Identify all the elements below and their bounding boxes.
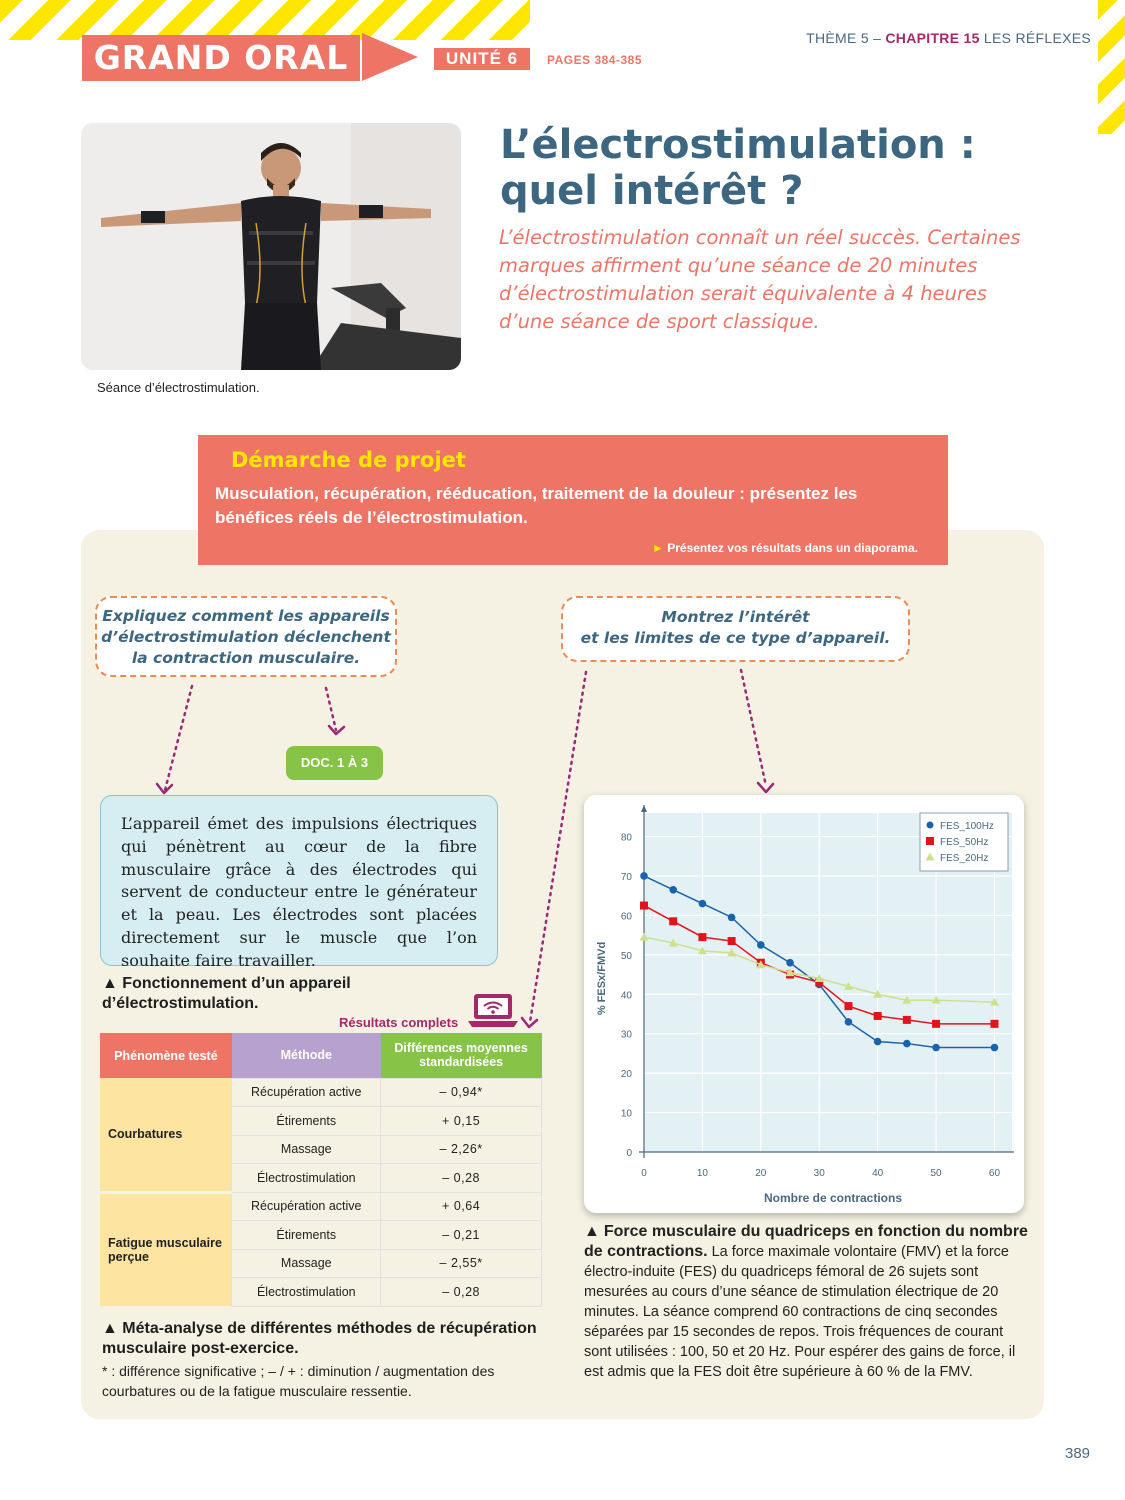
table-cell-value: – 2,26* xyxy=(381,1135,542,1164)
y-tick-label: 80 xyxy=(620,832,632,844)
force-chart-card xyxy=(584,795,1024,1213)
table-cell-value: – 0,28 xyxy=(381,1164,542,1193)
device-description-box: L’appareil émet des impulsions électriques qui pénètrent au cœur de la fibre musculaire grâce à des électrodes qui servent de conducteur entre le générateur et la peau. Les électrodes sont placées directement sur le muscle que l’on souhaite faire travailler. xyxy=(100,795,498,966)
data-point xyxy=(874,1012,882,1020)
legend-marker xyxy=(926,837,934,845)
demarche-text: Musculation, récupération, rééducation, traitement de la douleur : présentez les bénéfices réels de l’électrostimulation. xyxy=(215,484,858,527)
table-cell-method: Électrostimulation xyxy=(232,1278,381,1307)
y-axis-arrow-icon xyxy=(641,805,647,812)
data-point xyxy=(991,1044,999,1052)
data-point xyxy=(669,917,677,925)
data-point xyxy=(640,872,648,880)
data-point xyxy=(874,1038,882,1046)
data-point xyxy=(903,1016,911,1024)
table-cell-value: – 2,55* xyxy=(381,1249,542,1278)
demarche-cta: ► Présentez vos résultats dans un diaporama. xyxy=(652,541,918,555)
page-title: L’électrostimulation : quel intérêt ? xyxy=(500,122,976,214)
pages-reference: PAGES 384-385 xyxy=(547,53,642,67)
x-tick-label: 20 xyxy=(755,1168,767,1179)
table-cell-method: Massage xyxy=(232,1249,381,1278)
unit-badge: UNITÉ 6 xyxy=(434,48,530,70)
data-point xyxy=(669,886,677,894)
data-point xyxy=(699,900,707,908)
data-point xyxy=(698,933,706,941)
photo-caption: Séance d’électrostimulation. xyxy=(97,380,260,395)
table-group-label: Fatigue musculaire perçue xyxy=(100,1192,232,1306)
data-point xyxy=(728,937,736,945)
data-point xyxy=(640,902,648,910)
data-point xyxy=(903,1040,911,1048)
data-point xyxy=(728,914,736,922)
data-point xyxy=(757,941,765,949)
intro-paragraph: L’électrostimulation connaît un réel succès. Certaines marques affirment qu’une séance de 20 minutes d’électrostimulation serait équivalente à 4 heures d’une séance de sport classique. xyxy=(499,226,1021,333)
force-chart xyxy=(584,795,1024,1213)
table-cell-value: + 0,64 xyxy=(381,1192,542,1221)
y-tick-label: 40 xyxy=(620,990,632,1002)
legend-label: FES_100Hz xyxy=(940,821,994,832)
full-results-link[interactable]: Résultats complets xyxy=(339,1015,459,1030)
table-cell-value: + 0,15 xyxy=(381,1107,542,1136)
demarche-title: Démarche de projet xyxy=(231,448,466,472)
table-cell-value: – 0,94* xyxy=(381,1078,542,1107)
laptop-wifi-icon[interactable] xyxy=(468,992,518,1030)
table-cell-method: Étirements xyxy=(232,1107,381,1136)
question-box-mechanism: Expliquez comment les appareils d’électrostimulation déclenchent la contraction musculaire. xyxy=(95,596,397,677)
data-point xyxy=(845,1018,853,1026)
x-axis-label: Nombre de contractions xyxy=(763,1191,903,1205)
page-number: 389 xyxy=(1065,1445,1091,1462)
x-tick-label: 30 xyxy=(813,1168,825,1179)
doc-reference-tag: DOC. 1 À 3 xyxy=(286,746,383,780)
y-tick-label: 50 xyxy=(620,950,632,962)
legend-marker xyxy=(927,822,934,829)
question-box-interest: Montrez l’intérêt et les limites de ce type d’appareil. xyxy=(561,596,910,662)
table-cell-value: – 0,21 xyxy=(381,1221,542,1250)
table-caption: ▲ Méta-analyse de différentes méthodes de récupération musculaire post-exercice. xyxy=(102,1320,537,1357)
table-row xyxy=(100,1078,542,1107)
electrostimulation-photo xyxy=(81,123,461,370)
table-cell-method: Massage xyxy=(232,1135,381,1164)
x-tick-label: 50 xyxy=(930,1168,942,1179)
data-point xyxy=(844,1002,852,1010)
y-tick-label: 20 xyxy=(620,1069,632,1081)
grand-oral-label: GRAND ORAL xyxy=(82,35,360,81)
y-tick-label: 30 xyxy=(620,1029,632,1041)
table-row xyxy=(100,1192,542,1221)
header-stripes-left xyxy=(0,0,530,40)
table-cell-value: – 0,28 xyxy=(381,1278,542,1307)
y-tick-label: 70 xyxy=(620,871,632,883)
x-tick-label: 40 xyxy=(872,1168,884,1179)
table-header-differences: Différences moyennes standardisées xyxy=(381,1033,542,1078)
meta-analysis-table xyxy=(100,1033,542,1307)
data-point xyxy=(990,1020,998,1028)
y-tick-label: 10 xyxy=(620,1108,632,1120)
grand-oral-arrow-icon xyxy=(362,33,418,81)
data-point xyxy=(932,1044,940,1052)
y-axis-label: % FESx/FMVd xyxy=(596,941,608,1016)
play-arrow-icon: ► xyxy=(652,541,664,555)
table-cell-method: Récupération active xyxy=(232,1192,381,1221)
y-tick-label: 60 xyxy=(620,911,632,923)
theme-chapter-label: THÈME 5 – CHAPITRE 15 LES RÉFLEXES xyxy=(806,30,1091,46)
table-header-method: Méthode xyxy=(232,1033,381,1078)
header-stripes-right xyxy=(1098,0,1125,134)
table-group-label: Courbatures xyxy=(100,1078,232,1192)
x-tick-label: 60 xyxy=(988,1168,1001,1179)
x-tick-label: 0 xyxy=(641,1168,647,1179)
table-header-phenomenon: Phénomène testé xyxy=(100,1033,232,1078)
x-tick-label: 10 xyxy=(696,1168,708,1179)
data-point xyxy=(786,959,794,967)
table-cell-method: Récupération active xyxy=(232,1078,381,1107)
legend-label: FES_20Hz xyxy=(940,853,989,864)
legend-label: FES_50Hz xyxy=(940,837,989,848)
table-cell-method: Électrostimulation xyxy=(232,1164,381,1193)
device-caption: ▲ Fonctionnement d’un appareil d’électrostimulation. xyxy=(102,975,351,1012)
y-tick-label: 0 xyxy=(626,1148,632,1159)
table-note: * : différence significative ; – / + : diminution / augmentation des courbatures ou de la fatigue musculaire ressentie. xyxy=(102,1363,495,1399)
table-cell-method: Étirements xyxy=(232,1221,381,1250)
data-point xyxy=(932,1020,940,1028)
chart-caption: ▲ Force musculaire du quadriceps en fonction du nombre de contractions. La force maximale volontaire (FMV) et la force électro-induite (FES) du quadriceps fémoral de 26 sujets sont mesurées au cours d’une séance de stimulation électrique de 20 minutes. La séance comprend 60 contractions de cinq secondes séparées par 15 secondes de repos. Trois fréquences de courant sont utilisées : 100, 50 et 20 Hz. Pour espérer des gains de force, il est admis que la FES doit être supérieure à 60 % de la FMV. xyxy=(584,1223,1028,1380)
